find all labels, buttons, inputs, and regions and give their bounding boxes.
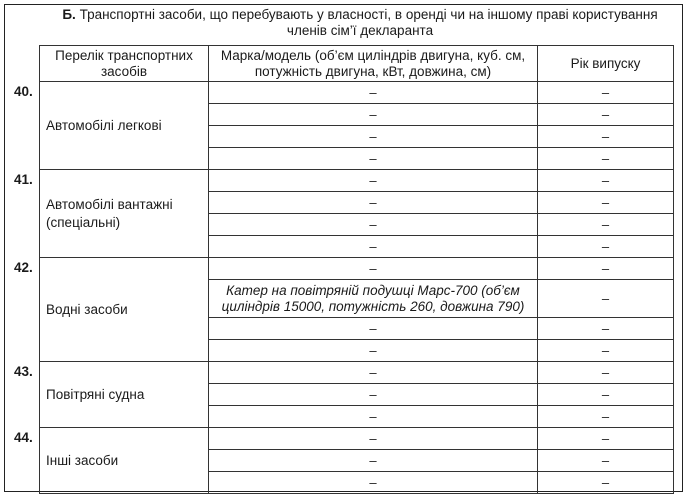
year-cell: – (538, 384, 674, 406)
model-cell: – (209, 170, 538, 192)
vehicles-table (39, 45, 674, 494)
section-title (44, 7, 676, 39)
year-cell: – (538, 192, 674, 214)
year-cell: – (538, 214, 674, 236)
model-cell: – (209, 236, 538, 258)
category-label: Інші засоби (40, 428, 209, 494)
category-number: 41. (14, 171, 33, 187)
model-cell: – (209, 472, 538, 494)
category-number: 44. (14, 429, 33, 445)
section-title-text: Транспортні засоби, що перебувають у власності, в оренді чи на іншому праві користування членів сім’ї декларанта (79, 7, 658, 38)
model-cell: – (209, 340, 538, 362)
year-cell: – (538, 236, 674, 258)
year-cell: – (538, 258, 674, 280)
model-cell: Катер на повітряній подушці Марс-700 (об’єм циліндрів 15000, потужність 260, довжина 790) (209, 280, 538, 318)
model-cell: – (209, 406, 538, 428)
model-cell: – (209, 318, 538, 340)
section-letter: Б. (62, 7, 76, 22)
category-label: Автомобілі легкові (40, 82, 209, 170)
category-number: 42. (14, 259, 33, 275)
year-cell: – (538, 126, 674, 148)
model-cell: – (209, 362, 538, 384)
table-row (40, 428, 674, 450)
model-cell: – (209, 126, 538, 148)
table-row (40, 362, 674, 384)
table-row (40, 170, 674, 192)
year-cell: – (538, 340, 674, 362)
model-cell: – (209, 192, 538, 214)
table-row (40, 258, 674, 280)
header-row (40, 46, 674, 82)
column-header-year: Рік випуску (538, 46, 674, 82)
year-cell: – (538, 104, 674, 126)
table-body (40, 82, 674, 494)
column-header-list: Перелік транспортних засобів (40, 46, 209, 82)
category-number: 40. (14, 83, 33, 99)
category-label: Повітряні судна (40, 362, 209, 428)
model-cell: – (209, 104, 538, 126)
year-cell: – (538, 82, 674, 104)
model-cell: – (209, 428, 538, 450)
table-row (40, 82, 674, 104)
category-label: Автомобілі вантажні (спеціальні) (40, 170, 209, 258)
year-cell: – (538, 170, 674, 192)
year-cell: – (538, 472, 674, 494)
year-cell: – (538, 318, 674, 340)
year-cell: – (538, 428, 674, 450)
year-cell: – (538, 362, 674, 384)
year-cell: – (538, 406, 674, 428)
model-cell: – (209, 384, 538, 406)
year-cell: – (538, 280, 674, 318)
model-cell: – (209, 82, 538, 104)
year-cell: – (538, 148, 674, 170)
model-cell: – (209, 258, 538, 280)
model-cell: – (209, 148, 538, 170)
category-label: Водні засоби (40, 258, 209, 362)
category-number: 43. (14, 363, 33, 379)
model-cell: – (209, 214, 538, 236)
model-cell: – (209, 450, 538, 472)
column-header-model: Марка/модель (об’єм циліндрів двигуна, куб. см, потужність двигуна, кВт, довжина, см) (209, 46, 538, 82)
year-cell: – (538, 450, 674, 472)
